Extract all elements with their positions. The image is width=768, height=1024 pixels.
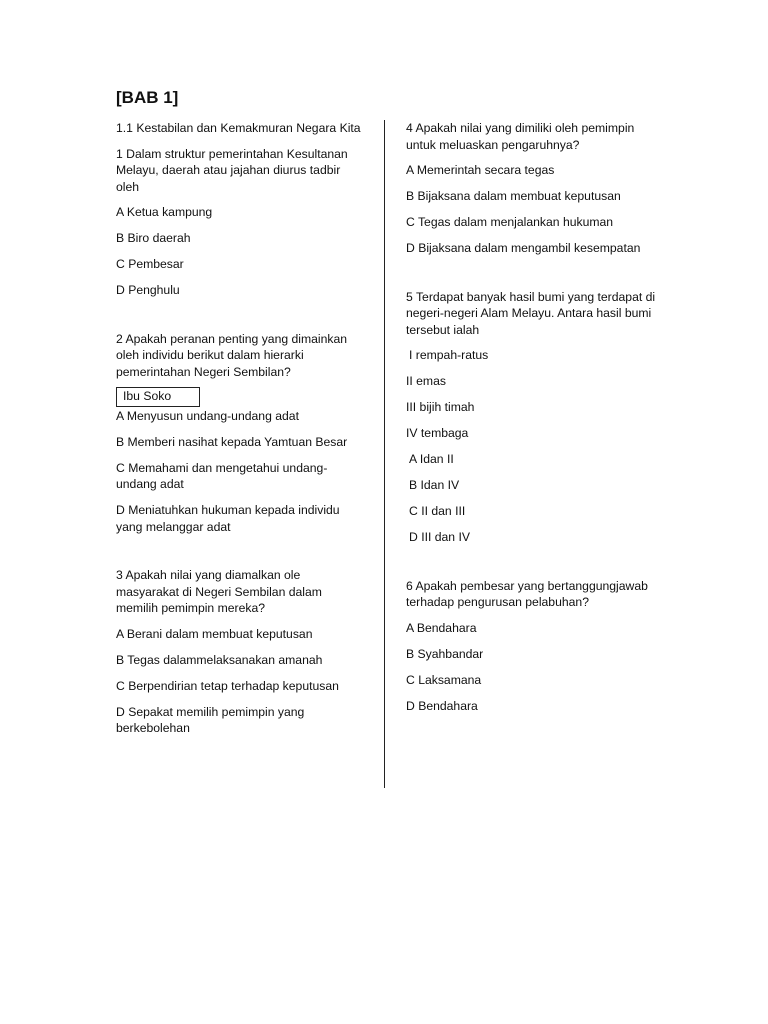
q2-boxed-term: Ibu Soko	[116, 387, 200, 407]
page-heading: [BAB 1]	[116, 88, 179, 107]
q3-option-d: D Sepakat memilih pemimpin yang berkebolehan	[116, 704, 305, 735]
q4-option-c: C Tegas dalam menjalankan hukuman	[406, 215, 614, 229]
q5-option-a: A Idan II	[409, 452, 454, 466]
q2-option-c: C Memahami dan mengetahui undang-undang adat	[116, 460, 328, 491]
right-column	[406, 120, 656, 724]
question-6: 6 Apakah pembesar yang bertanggungjawab terhadap pengurusan pelabuhan?	[406, 578, 648, 609]
question-4: 4 Apakah nilai yang dimiliki oleh pemimpin untuk meluaskan pengaruhnya?	[406, 121, 635, 152]
q4-option-a: A Memerintah secara tegas	[406, 163, 555, 177]
q1-option-a: A Ketua kampung	[116, 205, 213, 219]
q5-option-b: B Idan IV	[409, 478, 460, 492]
q6-option-c: C Laksamana	[406, 672, 482, 687]
q6-option-b: B Syahbandar	[406, 646, 484, 661]
q3-option-b: B Tegas dalammelaksanakan amanah	[116, 652, 323, 667]
question-1: 1 Dalam struktur pemerintahan Kesultanan Melayu, daerah atau jajahan diurus tadbir oleh	[116, 146, 348, 194]
question-2: 2 Apakah peranan penting yang dimainkan oleh individu berikut dalam hierarki pemerintahan Negeri Sembilan?	[116, 331, 348, 379]
q6-option-a: A Bendahara	[406, 620, 477, 635]
q1-option-d: D Penghulu	[116, 283, 180, 297]
question-5: 5 Terdapat banyak hasil bumi yang terdapat di negeri-negeri Alam Melayu. Antara hasil bumi tersebut ialah	[406, 289, 656, 337]
q5-option-c: C II dan III	[409, 504, 466, 518]
q2-option-a: A Menyusun undang-undang adat	[116, 408, 299, 423]
q3-option-c: C Berpendirian tetap terhadap keputusan	[116, 678, 339, 693]
section-title: 1.1 Kestabilan dan Kemakmuran Negara Kita	[116, 121, 361, 135]
left-column	[116, 120, 366, 746]
q5-option-d: D III dan IV	[409, 530, 470, 544]
q5-item-2: II emas	[406, 374, 446, 388]
column-divider	[384, 120, 385, 788]
q2-box-wrapper	[116, 380, 366, 408]
q6-option-d: D Bendahara	[406, 698, 478, 713]
q5-item-3: III bijih timah	[406, 400, 475, 414]
q2-option-b: B Memberi nasihat kepada Yamtuan Besar	[116, 434, 348, 449]
q1-option-c: C Pembesar	[116, 257, 184, 271]
q3-option-a: A Berani dalam membuat keputusan	[116, 626, 313, 641]
question-3: 3 Apakah nilai yang diamalkan ole masyarakat di Negeri Sembilan dalam memilih pemimpin mereka?	[116, 568, 322, 615]
q1-option-b: B Biro daerah	[116, 231, 191, 245]
q4-option-d: D Bijaksana dalam mengambil kesempatan	[406, 241, 641, 255]
q5-item-1: I rempah-ratus	[409, 348, 489, 362]
q4-option-b: B Bijaksana dalam membuat keputusan	[406, 189, 621, 203]
q2-option-d: D Meniatuhkan hukuman kepada individu yang melanggar adat	[116, 503, 340, 534]
q5-item-4: IV tembaga	[406, 426, 469, 440]
